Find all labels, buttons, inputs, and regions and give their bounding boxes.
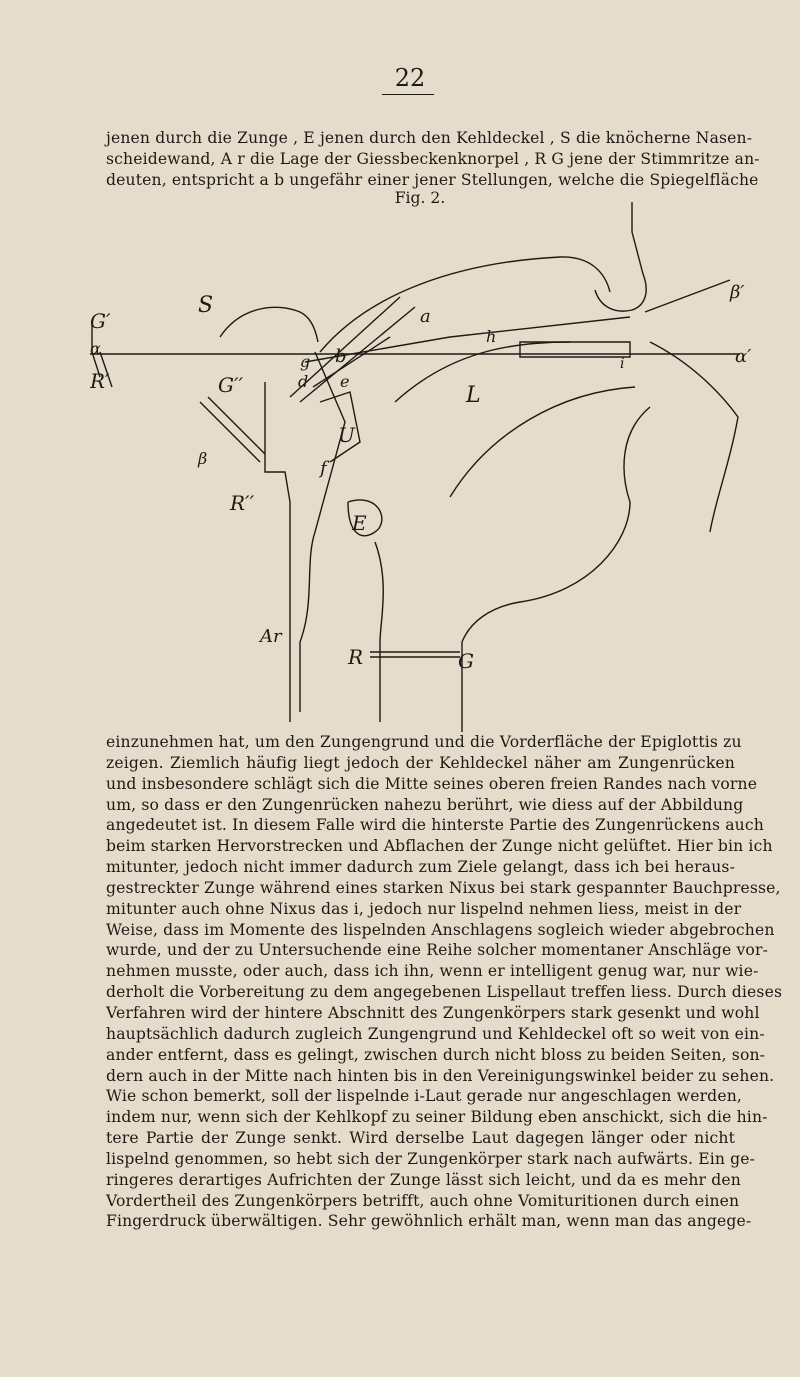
diagram-rect	[520, 342, 630, 357]
text-line: hauptsächlich dadurch zugleich Zungengrund und Kehldeckel oft so weit von ein-	[106, 1024, 765, 1043]
figure-label: R′	[90, 369, 110, 393]
text-line: Verfahren wird der hintere Abschnitt des Zungenkörpers stark gesenkt und wohl	[106, 1003, 760, 1022]
diagram-line	[645, 280, 730, 312]
figure-label: E	[352, 511, 367, 535]
diagram-line	[313, 337, 390, 387]
paragraph-top	[106, 128, 760, 191]
diagram-line	[370, 652, 460, 657]
anatomical-diagram	[90, 202, 770, 732]
text-line: indem nur, wenn sich der Kehlkopf zu seiner Bildung eben anschickt, sich die hin-	[106, 1108, 768, 1127]
diagram-line	[265, 382, 290, 722]
text-line: jenen durch die Zunge , E jenen durch den Kehldeckel , S die knöcherne Nasen-	[106, 129, 753, 147]
figure-label: R	[348, 645, 364, 669]
diagram-curve	[375, 542, 383, 722]
figure-label: a	[420, 306, 431, 327]
text-line: tere Partie der Zunge senkt. Wird derselbe Laut dagegen länger oder nicht	[106, 1129, 735, 1148]
text-line: derholt die Vorbereitung zu dem angegebenen Lispellaut treffen liess. Durch dieses	[106, 983, 783, 1002]
figure-label: b	[335, 346, 347, 367]
text-line: angedeutet ist. In diesem Falle wird die hinterste Partie des Zungenrückens auch	[106, 816, 764, 835]
text-line: Wie schon bemerkt, soll der lispelnde i-Laut gerade nur angeschlagen werden,	[106, 1087, 742, 1106]
text-line: einzunehmen hat, um den Zungengrund und die Vorderfläche der Epiglottis zu	[106, 733, 742, 751]
text-line: zeigen. Ziemlich häufig liegt jedoch der Kehldeckel näher am Zungenrücken	[106, 753, 735, 772]
figure-label: g	[300, 352, 311, 371]
text-line: ander entfernt, dass es gelingt, zwischen durch nicht bloss zu beiden Seiten, son-	[106, 1045, 766, 1064]
figure-label: R′′	[230, 491, 255, 515]
text-line: Weise, dass im Momente des lispelnden Anschlagens sogleich wieder abgebrochen	[106, 920, 775, 939]
figure-label: L	[466, 383, 481, 408]
diagram-curve	[300, 352, 345, 712]
figure-label: G	[458, 649, 474, 673]
figure-label: d	[298, 372, 309, 391]
figure-label: α	[90, 339, 101, 358]
diagram-curve	[220, 307, 318, 342]
figure-label: i	[620, 356, 625, 372]
figure-label: e	[340, 372, 350, 391]
text-line: Fingerdruck überwältigen. Sehr gewöhnlich erhält man, wenn man das angege-	[106, 1212, 752, 1231]
diagram-curve	[395, 342, 570, 402]
figure-caption: Fig. 2.	[394, 189, 446, 207]
text-line: dern auch in der Mitte nach hinten bis in den Vereinigungswinkel beider zu sehen.	[106, 1066, 775, 1085]
figure-larynx-diagram	[90, 202, 770, 736]
diagram-curve	[650, 342, 738, 532]
figure-label: S	[198, 293, 214, 318]
text-line: beim starken Hervorstrecken und Abflachen der Zunge nicht gelüftet. Hier bin ich	[106, 837, 773, 856]
figure-label: h	[486, 327, 497, 346]
figure-label: f	[320, 458, 327, 479]
diagram-arc	[320, 257, 610, 352]
page-number-rule	[382, 94, 434, 95]
text-line: ringeres derartiges Aufrichten der Zunge lässt sich leicht, und da es mehr den	[106, 1170, 741, 1189]
text-line: um, so dass er den Zungenrücken nahezu berührt, wie diess auf der Abbildung	[106, 795, 744, 814]
figure-label: G′′	[218, 373, 244, 397]
text-line: mitunter auch ohne Nixus das i, jedoch nur lispelnd nehmen liess, meist in der	[106, 899, 742, 918]
diagram-curve	[462, 407, 650, 732]
text-line: gestreckter Zunge während eines starken Nixus bei stark gespannter Bauchpresse,	[106, 878, 781, 897]
diagram-curve	[595, 232, 646, 311]
text-line: wurde, und der zu Untersuchende eine Reihe solcher momentaner Anschläge vor-	[106, 941, 768, 960]
text-line: und insbesondere schlägt sich die Mitte seines oberen freien Randes nach vorne	[106, 774, 758, 793]
diagram-line	[208, 397, 265, 454]
text-line: nehmen musste, oder auch, dass ich ihn, wenn er intelligent genug war, nur wie-	[106, 962, 759, 981]
paragraph-bottom	[106, 732, 783, 1232]
text-line: mitunter, jedoch nicht immer dadurch zum Ziele gelangt, dass ich bei heraus-	[106, 858, 735, 877]
diagram-line	[200, 402, 260, 462]
figure-label: U	[338, 423, 355, 447]
page-number: 22	[394, 64, 426, 92]
figure-label: β	[198, 449, 208, 468]
figure-label: β′	[730, 282, 745, 303]
figure-label: Ar	[260, 626, 282, 647]
figure-label: G′	[90, 309, 111, 333]
text-line: Vordertheil des Zungenkörpers betrifft, auch ohne Vomituritionen durch einen	[106, 1191, 740, 1210]
figure-label: α′	[735, 346, 752, 367]
text-line: scheidewand, A r die Lage der Giessbeckenknorpel , R G jene der Stimmritze an-	[106, 149, 760, 168]
text-line: deuten, entspricht a b ungefähr einer jener Stellungen, welche die Spiegelfläche	[106, 170, 759, 189]
text-line: lispelnd genommen, so hebt sich der Zungenkörper stark nach aufwärts. Ein ge-	[106, 1149, 756, 1168]
